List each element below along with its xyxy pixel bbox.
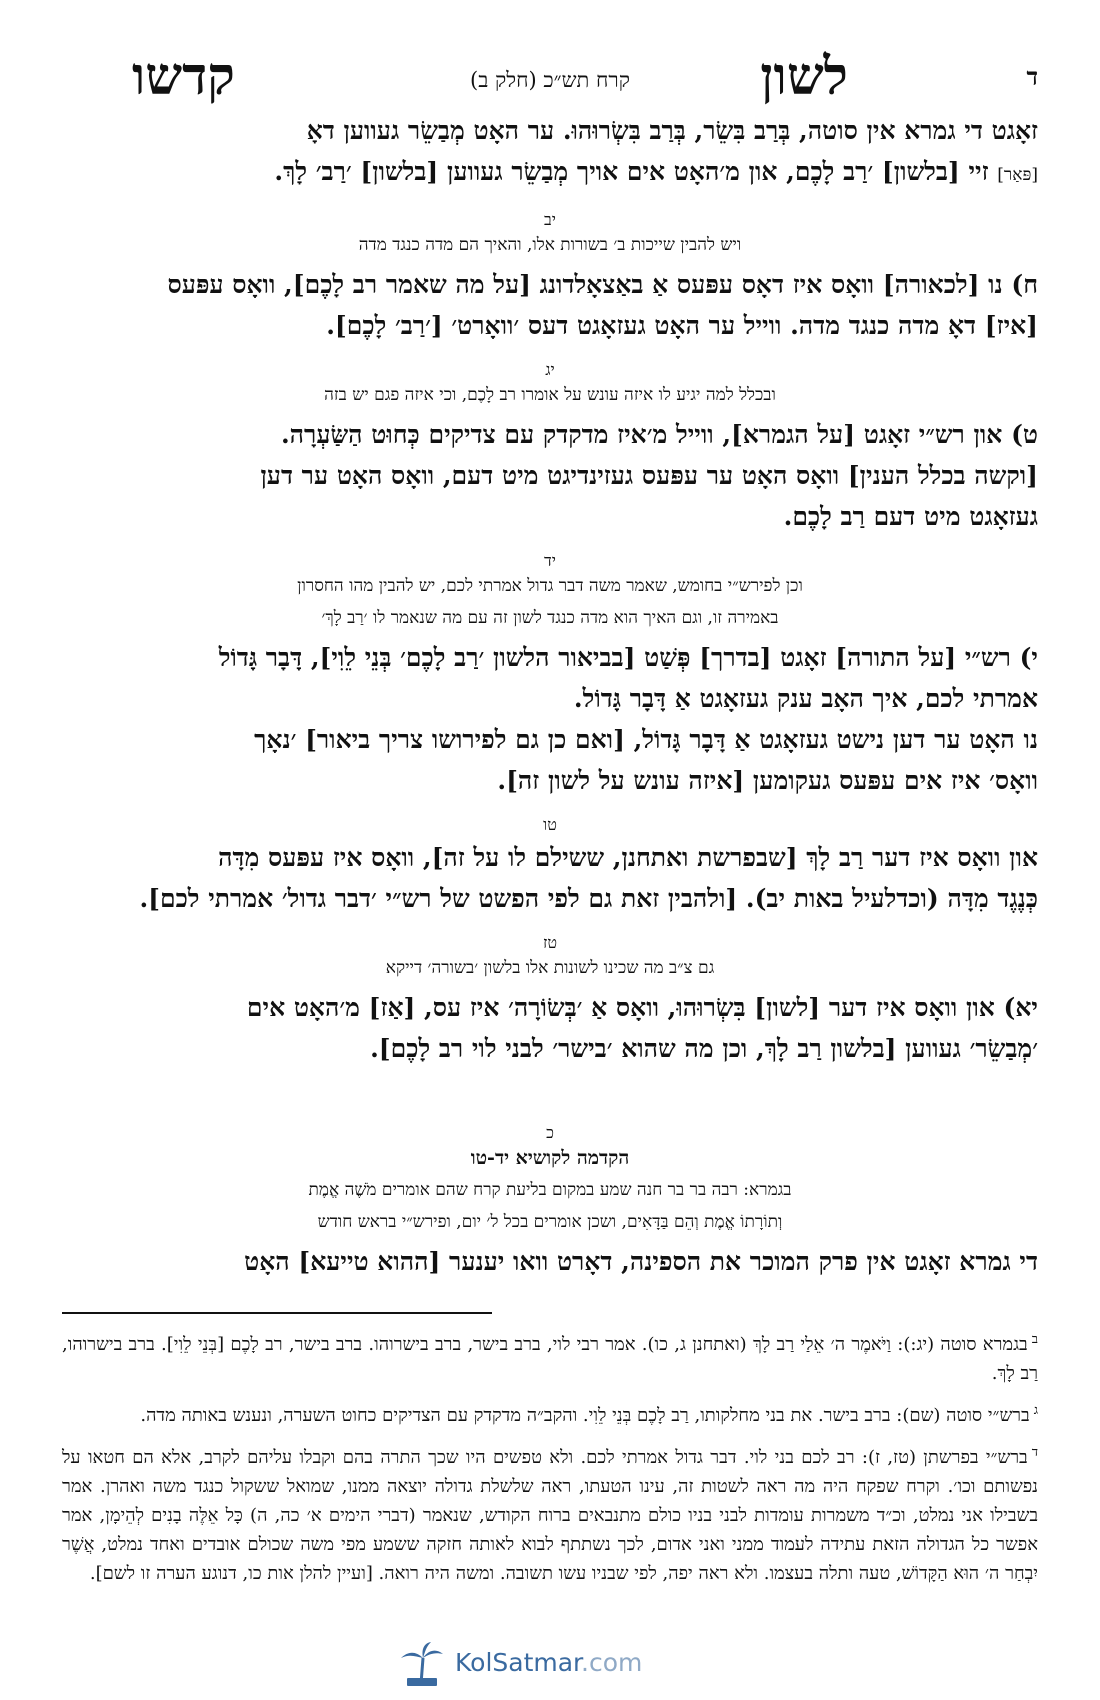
document-page [62,40,1038,1282]
footnote-text: בגמרא סוטה (יג:): וַיֹּאמֶר ה׳ אֵלַי רַב לָךְ (ואתחנן ג, כו). אמר רבי לוי, ברב בישר, ברב בישרוהו. ברב בישר, רב לָכֶם [בְּנֵי לֵוִי]. ברב בישרוהו, רַב לָךְ. [62,1334,1038,1384]
footnote [62,1438,1038,1588]
header-word-right: לשון [760,46,848,107]
paragraph: אמרתי לכם, איך האָב ענק געזאָגט אַ דָּבָר גָּדוֹל. [573,684,1038,713]
paragraph: [איז] דאָ מדה כנגד מדה. ווייל ער האָט געזאָגט דעס ׳וואָרט׳ [׳רַב׳ לָכֶם]. [326,311,1038,340]
page-letter: ד [1026,62,1038,91]
footnote-text: ברש״י בפרשתן (טז, ז): רב לכם בני לוי. דבר גדול אמרתי לכם. ולא טפשים היו שכך התרה בהם וקבלו עליהם לקרב, אלא הם חטאו על נפשותם וכו׳. וקרח שפקח היה מה ראה לשטות זה, עינו הטעתו, ראה שלשלת גדולה יוצאה ממנו, שמואל ששקול כנגד משה ואהרן. אמר בשבילו אני נמלט, וכ״ד משמרות עומדות לבני בניו כולם מתנבאים ברוח הקודש, שנאמר (דברי הימים א׳ כה, ה) כָּל אֵלֶּה בָנִים לְהֵימָן, אמר אפשר כל הגדולה הזאת עתידה לעמוד ממני ואני אדום, לכך נשתתף לבוא לאותה חזקה ששמע מפי משה שכולם אובדים ואחד נמלט, אֲשֶׁר יִבְחַר ה׳ הוּא הַקָּדוֹשׁ, טעה ותלה בעצמו. ולא ראה יפה, לפי שבניו עשו תשובה. ומשה היה רואה. [ועיין להלן אות כו, דנוגע הערה זו לשם]. [62,1447,1038,1584]
logo-tld: .com [581,1648,643,1677]
section-title: הקדמה לקושיא יד-טו [470,1147,630,1169]
footnote [62,1396,1038,1430]
section-subtitle: וכן לפירש״י בחומש, שאמר משה דבר גדול אמרתי לכם, יש להבין מהו החסרון [297,576,803,596]
paragraph: ט) און רש״י זאָגט [על הגמרא], ווייל מ׳איז מדקדק עם צדיקים כְּחוּט הַשַּׂעְרָה. [280,420,1038,449]
paragraph [62,151,1038,196]
page-header [62,40,1038,110]
bracket-note: [פּאַר] [997,165,1038,185]
paragraph: די גמרא זאָגט אין פרק המוכר את הספינה, דאָרט וואו יענער [ההוא טייעא] האָט [244,1247,1038,1276]
site-logo [395,1640,695,1688]
paragraph: כְּנֶגֶד מִדָּה (וכדלעיל באות יב). [ולהבין זאת גם לפי הפשט של רש״י ׳דבר גדול׳ אמרתי לכם]. [139,884,1038,913]
paragraph: י) רש״י [על התורה] זאָגט [בדרך] פְּשַׁט [בביאור הלשון ׳רַב לָכֶם׳ בְּנֵי לֵוִי], דָּבָר גָּדוֹל [218,643,1038,672]
footnotes [62,1325,1038,1596]
palm-tree-book-icon [395,1640,447,1688]
logo-brand: KolSatmar [455,1648,582,1677]
section-subtitle: באמירה זו, וגם האיך הוא מדה כנגד לשון זה עם מה שנאמר לו ׳רַב לָךְ׳ [321,608,779,628]
paragraph: זאָגט די גמרא אין סוטה, בְּרַב בִּשֵׂר, בְּרַב בִּשְׂרוּהוּ. ער האָט מְבַשֵׂר געווען דאָ [306,116,1038,145]
paragraph: געזאָגט מיט דעם רַב לָכֶם. [783,502,1038,531]
paragraph: [וקשה בכלל הענין] וואָס האָט ער עפּעס געזינדיגט מיט דעם, וואָס האָט ער דען [260,461,1038,490]
paragraph: וואָס׳ איז אים עפּעס געקומען [איזה עונש על לשון זה]. [497,766,1038,795]
paragraph: ח) נו [לכאורה] וואָס איז דאָס עפּעס אַ באַצאָלדונג [על מה שאמר רב לָכֶם], וואָס עפּעס [167,270,1038,299]
section-number: טז [542,933,558,952]
section-number: יד [544,551,556,570]
footnote-divider [62,1312,492,1314]
footnote-mark: ב [1031,1332,1038,1347]
header-center-title: קרח תש״כ (חלק ב) [470,68,630,92]
section-number: יב [544,210,556,229]
paragraph: נו האָט ער דען נישט געזאָגט אַ דָּבָר גָּדוֹל, [ואם כן גם לפירושו צריך ביאור] ׳נאָך [254,725,1038,754]
section-subtitle: ובכלל למה יגיע לו איזה עונש על אומרו רב לָכֶם, וכי איזה פגם יש בזה [324,385,776,405]
section-number: כ [546,1123,554,1142]
paragraph: יא) און וואָס איז דער [לשון] בִּשְׂרוּהוּ, וואָס אַ ׳בְּשׂוֹרָה׳ איז עס, [אַז] מ׳האָט אים [246,993,1038,1022]
section-subtitle: ויש להבין שייכות ב׳ בשורות אלו, והאיך הם מדה כנגד מדה [358,235,742,255]
header-word-left: קדשו [132,46,235,107]
section-subtitle: גם צ״ב מה שכינו לשונות אלו בלשון ׳בשורה׳ דייקא [385,958,715,978]
paragraph-text: זיי [בלשון] ׳רַב לָכֶם, און מ׳האָט אים אויך מְבַשֵׂר געווען [בלשון] ׳רַב׳ לָךְ. [274,157,989,186]
paragraph: ׳מְבַשֵׂר׳ געווען [בלשון רַב לָךְ, וכן מה שהוא ׳בישר׳ לבני לוי רב לָכֶם]. [370,1034,1038,1063]
paragraph: און וואָס איז דער רַב לָךְ [שבפרשת ואתחנן, ששילם לו על זה], וואָס איז עפּעס מִדָּה [218,843,1038,872]
section-number: טו [543,815,557,834]
section-subtitle: בגמרא: רבה בר בר חנה שמע במקום בליעת קרח שהם אומרים מֹשֶׁה אֱמֶת [308,1180,792,1200]
footnote-mark: ד [1031,1445,1038,1460]
footnote-text: ברש״י סוטה (שם): ברב בישר. את בני מחלקותו, רַב לָכֶם בְּנֵי לֵוִי. והקב״ה מדקדק עם הצדיקים כחוט השערה, ונענש באותה מדה. [140,1405,1030,1426]
footnote [62,1325,1038,1388]
logo-text [455,1648,642,1677]
section-subtitle: וְתוֹרָתוֹ אֱמֶת וְהֵם בַּדָּאִים, ושכן אומרים בכל ל׳ יום, ופירש״י בראש חודש [317,1212,783,1232]
footnote-mark: ג [1033,1403,1038,1418]
section-number: יג [545,360,555,379]
